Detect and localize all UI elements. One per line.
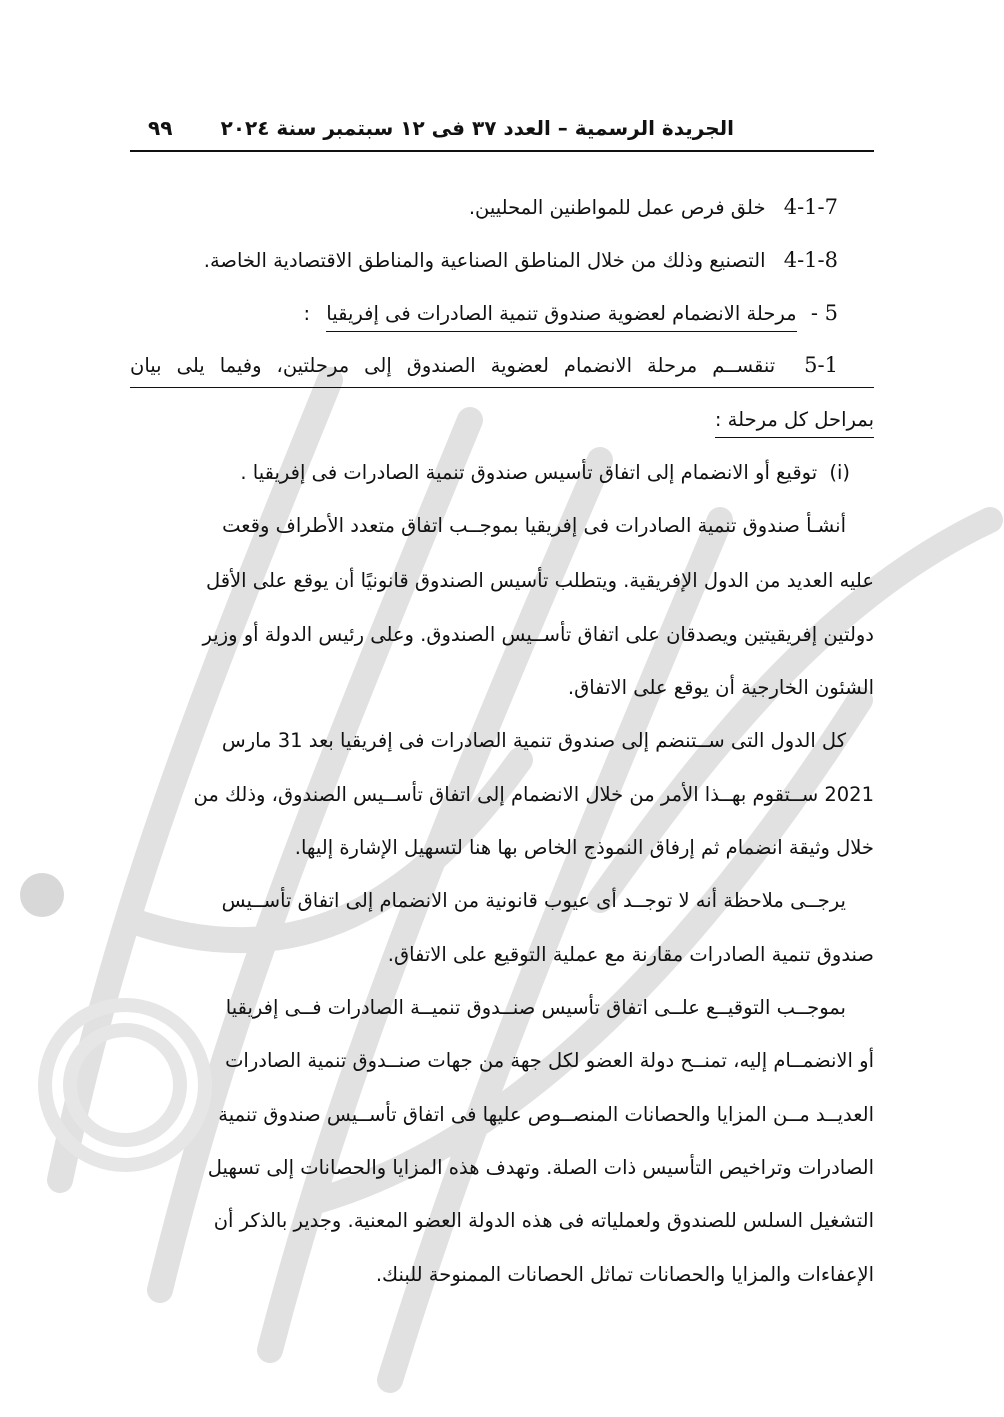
section-tail: : bbox=[303, 302, 311, 325]
paragraph-line: دولتين إفريقيتين ويصدقان على اتفاق تأســيس الصندوق. وعلى رئيس الدولة أو وزير bbox=[202, 623, 874, 646]
paragraph-line: يرجــى ملاحظة أنه لا توجــد أى عيوب قانونية من الانضمام إلى اتفاق تأســيس bbox=[221, 889, 846, 912]
item-number: 4-1-7 bbox=[783, 195, 838, 219]
header-title: الجريدة الرسمية – العدد ٣٧ فى ١٢ سبتمبر سنة ٢٠٢٤ bbox=[220, 116, 734, 140]
stage-label: (i) bbox=[829, 461, 850, 484]
watermark-dot bbox=[20, 873, 64, 917]
section-text-cont: بمراحل كل مرحلة : bbox=[715, 408, 874, 438]
paragraph-line: صندوق تنمية الصادرات مقارنة مع عملية التوقيع على الاتفاق. bbox=[387, 943, 874, 966]
section-5-1-line1 bbox=[130, 350, 874, 388]
paragraph-line: التشغيل السلس للصندوق ولعملياته فى هذه الدولة العضو المعنية. وجدير بالذكر أن bbox=[213, 1209, 874, 1232]
section-number: 5 - bbox=[810, 301, 838, 325]
paragraph-line: بموجــب التوقيــع علــى اتفاق تأسيس صنــدوق تنميــة الصادرات فــى إفريقيا bbox=[225, 996, 846, 1019]
paragraph-line: الشئون الخارجية أن يوقع على الاتفاق. bbox=[567, 676, 874, 699]
section-title: مرحلة الانضمام لعضوية صندوق تنمية الصادرات فى إفريقيا bbox=[326, 302, 796, 332]
paragraph-line: كل الدول التى ســتنضم إلى صندوق تنمية الصادرات فى إفريقيا بعد 31 مارس bbox=[221, 729, 846, 752]
paragraph-line: الصادرات وتراخيص التأسيس ذات الصلة. وتهدف هذه المزايا والحصانات إلى تسهيل bbox=[207, 1156, 874, 1179]
section-number: 5-1 bbox=[804, 353, 838, 377]
stage-text: توقيع أو الانضمام إلى اتفاق تأسيس صندوق تنمية الصادرات فى إفريقيا . bbox=[240, 461, 818, 484]
item-text: التصنيع وذلك من خلال المناطق الصناعية والمناطق الاقتصادية الخاصة. bbox=[203, 249, 766, 272]
watermark-seal bbox=[45, 1005, 205, 1165]
paragraph-line: 2021 ســتقوم بهــذا الأمر من خلال الانضمام إلى اتفاق تأســيس الصندوق، وذلك من bbox=[193, 783, 874, 806]
section-text: تنقســم مرحلة الانضمام لعضوية الصندوق إلى مرحلتين، وفيما يلى بيان bbox=[130, 354, 776, 377]
paragraph-line: أو الانضمــام إليه، تمنــح دولة العضو لكل جهة من جهات صنــدوق تنمية الصادرات bbox=[225, 1049, 874, 1072]
page-header bbox=[130, 110, 874, 152]
paragraph-line: خلال وثيقة انضمام ثم إرفاق النموذج الخاص بها هنا لتسهيل الإشارة إليها. bbox=[294, 836, 874, 859]
paragraph-line: أنشـأ صندوق تنمية الصادرات فى إفريقيا بموجــب اتفاق متعدد الأطراف وقعت bbox=[222, 514, 846, 537]
paragraph-line: العديــد مــن المزايا والحصانات المنصــوص عليها فى اتفاق تأســيس صندوق تنمية bbox=[218, 1103, 874, 1126]
page-number: ٩٩ bbox=[148, 116, 173, 140]
item-4-1-8 bbox=[130, 245, 874, 276]
paragraph-line: عليه العديد من الدول الإفريقية. ويتطلب تأسيس الصندوق قانونيًا أن يوقع على الأقل bbox=[205, 569, 874, 592]
section-5-heading bbox=[130, 298, 874, 329]
item-4-1-7 bbox=[130, 192, 874, 223]
paragraph-line: الإعفاءات والمزايا والحصانات تماثل الحصانات الممنوحة للبنك. bbox=[375, 1263, 874, 1286]
section-5-1-line2 bbox=[130, 405, 874, 435]
item-number: 4-1-8 bbox=[783, 248, 838, 272]
stage-1-heading bbox=[130, 458, 874, 488]
item-text: خلق فرص عمل للمواطنين المحليين. bbox=[468, 196, 766, 219]
